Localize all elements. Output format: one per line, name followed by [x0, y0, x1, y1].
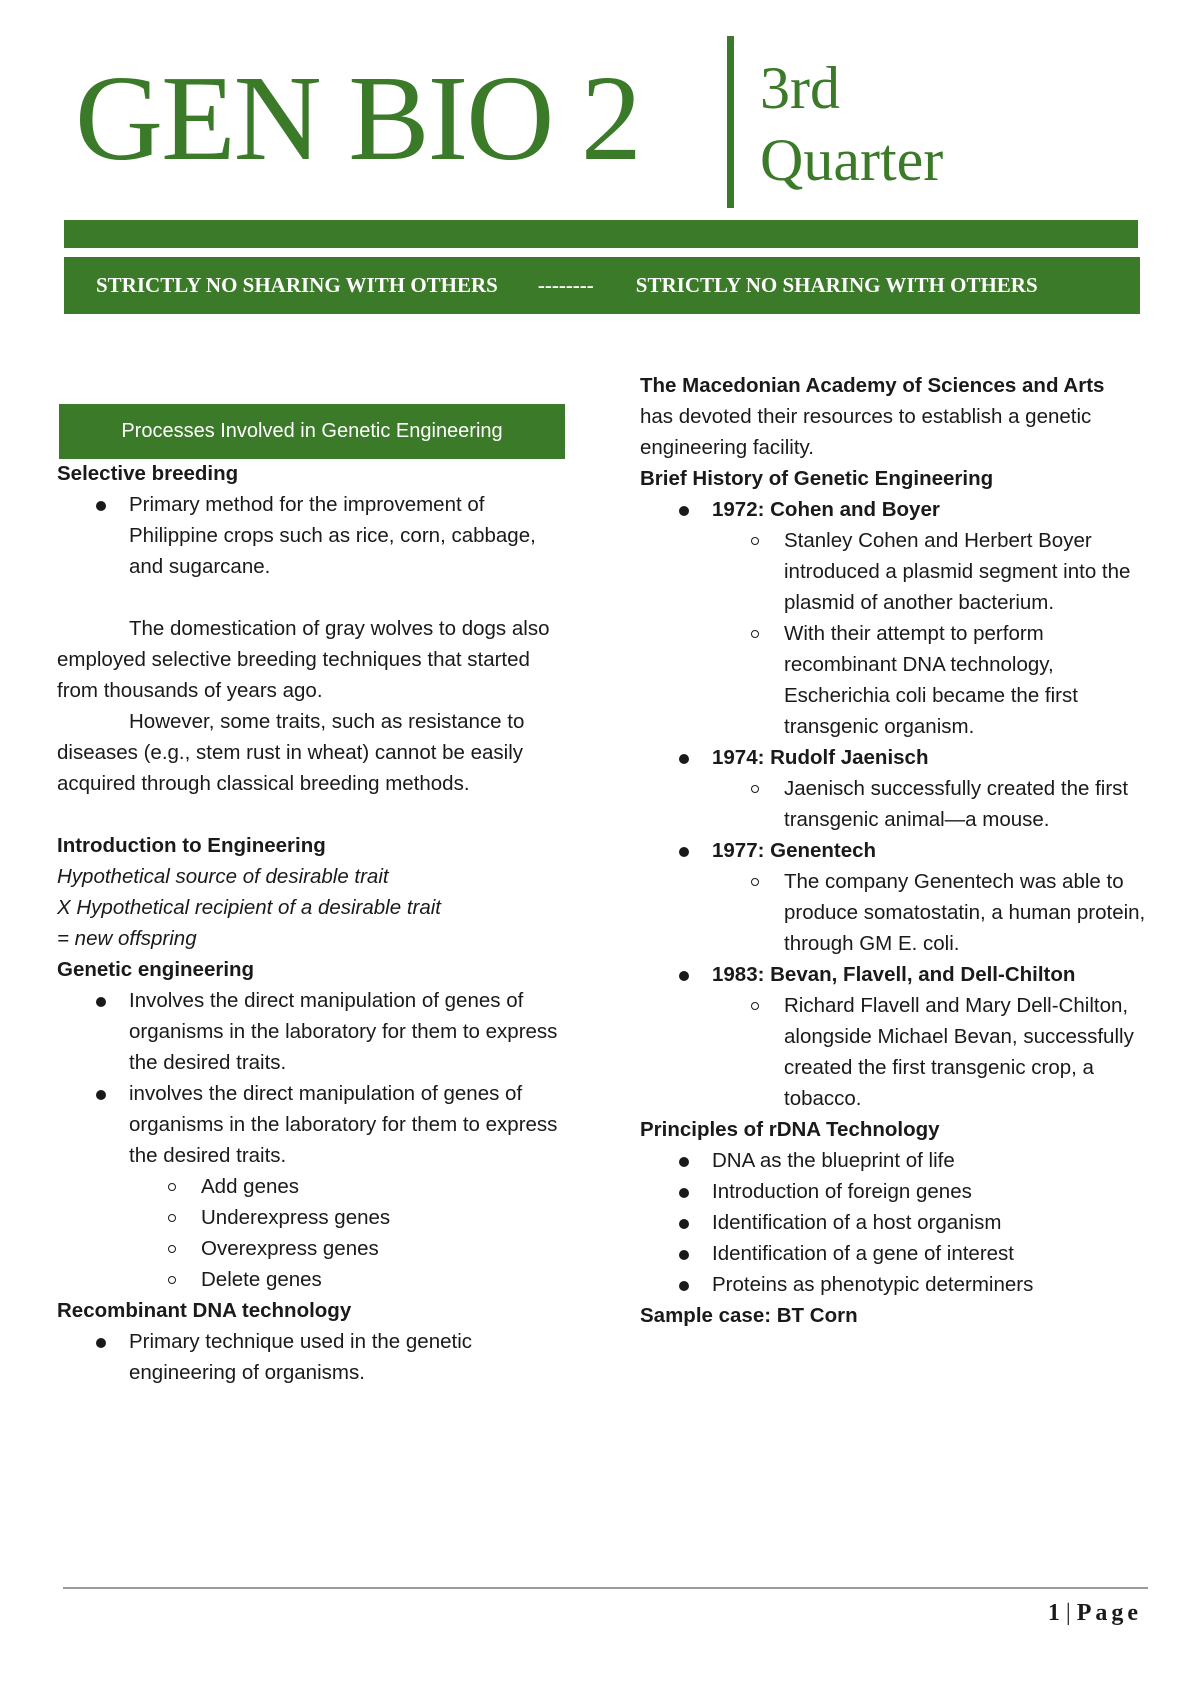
- quarter-line-2: Quarter: [760, 127, 944, 193]
- intro-line: X Hypothetical recipient of a desirable trait: [57, 896, 442, 919]
- history-item-title: 1983: Bevan, Flavell, and Dell-Chilton: [712, 963, 1076, 986]
- document-title: GEN BIO 2: [75, 51, 640, 186]
- list-item: Proteins as phenotypic determiners: [640, 1269, 1160, 1300]
- genetic-engineering-list: [57, 985, 567, 1171]
- history-item-title: 1974: Rudolf Jaenisch: [712, 746, 929, 769]
- sub-list-item: Delete genes: [57, 1264, 567, 1295]
- history-item-title: 1972: Cohen and Boyer: [712, 498, 940, 521]
- footer-rule: [63, 1587, 1148, 1589]
- intro-line: Hypothetical source of desirable trait: [57, 865, 389, 888]
- page-footer: [1048, 1600, 1142, 1627]
- history-sublist: [712, 525, 1160, 742]
- list-item: Involves the direct manipulation of genes of organisms in the laboratory for them to express the desired traits.: [57, 985, 567, 1078]
- banner-separator: --------: [537, 273, 594, 297]
- history-item: [640, 742, 1160, 835]
- list-item: Identification of a host organism: [640, 1207, 1160, 1238]
- history-item-title: 1977: Genentech: [712, 839, 877, 862]
- page-number: 1: [1047, 1600, 1060, 1626]
- principles-heading: Principles of rDNA Technology: [640, 1118, 940, 1141]
- sub-list-item: Add genes: [57, 1171, 567, 1202]
- history-item: [640, 835, 1160, 959]
- paragraph: However, some traits, such as resistance to diseases (e.g., stem rust in wheat) cannot be easily acquired through classical breeding methods.: [57, 710, 525, 795]
- history-sublist: [712, 866, 1160, 959]
- intro-line: = new offspring: [57, 927, 197, 950]
- no-sharing-banner: [64, 257, 1140, 314]
- banner-text-left: STRICTLY NO SHARING WITH OTHERS: [96, 273, 498, 297]
- genetic-engineering-heading: Genetic engineering: [57, 958, 255, 981]
- sub-list-item: Overexpress genes: [57, 1233, 567, 1264]
- quarter-line-1: 3rd: [760, 55, 840, 121]
- list-item: Introduction of foreign genes: [640, 1176, 1160, 1207]
- banner-text-right: STRICTLY NO SHARING WITH OTHERS: [635, 273, 1038, 297]
- sub-list-item: With their attempt to perform recombinant DNA technology, Escherichia coli became the first transgenic organism.: [712, 618, 1160, 742]
- sub-list-item: Stanley Cohen and Herbert Boyer introduced a plasmid segment into the plasmid of another bacterium.: [712, 525, 1160, 618]
- selective-breeding-list: [57, 489, 567, 582]
- page-separator: |: [1065, 1600, 1071, 1626]
- history-item: [640, 959, 1160, 1114]
- intro-heading: Introduction to Engineering: [57, 834, 326, 857]
- history-sublist: [712, 990, 1160, 1114]
- list-item: Primary technique used in the genetic engineering of organisms.: [57, 1326, 567, 1388]
- header-divider: [727, 36, 734, 208]
- sample-case: Sample case: BT Corn: [640, 1304, 858, 1327]
- rdna-list: [57, 1326, 567, 1388]
- genetic-engineering-sublist: [57, 1171, 567, 1295]
- right-column: [640, 370, 1160, 1331]
- section-title-box: Processes Involved in Genetic Engineering: [59, 404, 565, 459]
- paragraph: has devoted their resources to establish a genetic engineering facility.: [640, 405, 1092, 459]
- sub-list-item: Jaenisch successfully created the first transgenic animal—a mouse.: [712, 773, 1160, 835]
- sub-list-item: Underexpress genes: [57, 1202, 567, 1233]
- left-column: [57, 458, 567, 1388]
- sub-list-item: The company Genentech was able to produce somatostatin, a human protein, through GM E. coli.: [712, 866, 1160, 959]
- header-rule-bar: [64, 220, 1138, 248]
- page-word: Page: [1076, 1600, 1142, 1626]
- list-item: Identification of a gene of interest: [640, 1238, 1160, 1269]
- selective-breeding-heading: Selective breeding: [57, 462, 239, 485]
- list-item: involves the direct manipulation of genes of organisms in the laboratory for them to express the desired traits.: [57, 1078, 567, 1171]
- rdna-heading: Recombinant DNA technology: [57, 1299, 352, 1322]
- quarter-label: [760, 52, 943, 196]
- list-item: DNA as the blueprint of life: [640, 1145, 1160, 1176]
- principles-list: [640, 1145, 1160, 1300]
- paragraph: The domestication of gray wolves to dogs also employed selective breeding techniques that started from thousands of years ago.: [57, 617, 550, 702]
- list-item: Primary method for the improvement of Philippine crops such as rice, corn, cabbage, and sugarcane.: [57, 489, 567, 582]
- history-list: [640, 494, 1160, 1114]
- macedonian-heading: The Macedonian Academy of Sciences and Arts: [640, 374, 1105, 397]
- history-sublist: [712, 773, 1160, 835]
- sub-list-item: Richard Flavell and Mary Dell-Chilton, alongside Michael Bevan, successfully created the first transgenic crop, a tobacco.: [712, 990, 1160, 1114]
- history-item: [640, 494, 1160, 742]
- history-heading: Brief History of Genetic Engineering: [640, 467, 994, 490]
